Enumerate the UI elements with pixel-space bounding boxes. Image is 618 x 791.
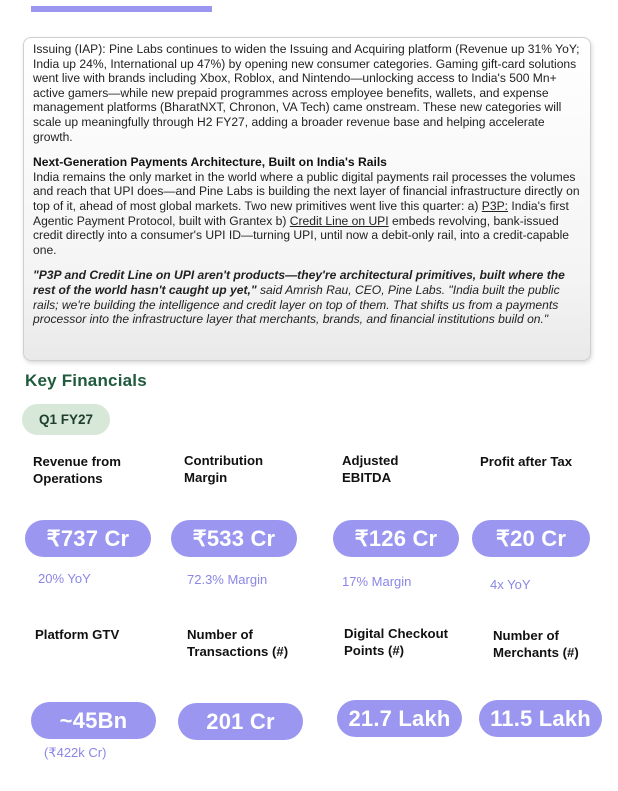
- quote-bold: "P3P and Credit Line on UPI aren't products—they're architectural primitives, built where the rest of the world hasn't caught up yet,": [33, 268, 565, 297]
- transactions-value: 201 Cr: [178, 703, 303, 740]
- pat-label: Profit after Tax: [480, 454, 573, 469]
- architecture-paragraph: [33, 170, 582, 258]
- transactions-label: Number of Transactions (#): [187, 627, 289, 659]
- architecture-text-2: India's first Agentic Payment Protocol, built with Grantex b): [33, 198, 569, 228]
- commentary-box: [23, 37, 591, 361]
- pat-value: ₹20 Cr: [472, 520, 590, 557]
- checkout-label: Digital Checkout Points (#): [344, 626, 449, 658]
- contribution-value: ₹533 Cr: [171, 520, 297, 557]
- merchants-value: 11.5 Lakh: [479, 700, 602, 737]
- revenue-label: Revenue from Operations: [33, 454, 121, 486]
- revenue-value: ₹737 Cr: [25, 520, 151, 557]
- quote-rest: said Amrish Rau, CEO, Pine Labs. "India built the public rails; we're building the intelligence and credit layer on top of them. That shifts us from a payments processor into the infrastructure layer that merchants, brands, and financial institutions build on.": [33, 282, 560, 327]
- gtv-label: Platform GTV: [35, 627, 120, 642]
- architecture-text-3: embeds revolving, bank-issued credit directly into a consumer's UPI ID—turning UPI, until now a debit-only rail, into a credit-capable one.: [33, 213, 570, 257]
- pat-sub: 4x YoY: [490, 577, 531, 592]
- key-financials-title: Key Financials: [25, 371, 147, 390]
- merchants-label: Number of Merchants (#): [493, 628, 579, 660]
- gtv-sub: (₹422k Cr): [44, 745, 107, 760]
- contribution-sub: 72.3% Margin: [187, 572, 268, 587]
- period-badge: Q1 FY27: [22, 404, 110, 435]
- ebitda-label: Adjusted EBITDA: [342, 453, 399, 485]
- architecture-heading: Next-Generation Payments Architecture, Built on India's Rails: [33, 155, 387, 170]
- ebitda-value: ₹126 Cr: [333, 520, 459, 557]
- gtv-value: ~45Bn: [31, 702, 156, 739]
- issuing-paragraph: Issuing (IAP): Pine Labs continues to widen the Issuing and Acquiring platform (Revenue up 31% YoY; India up 24%, International up 47%) by opening new consumer categories. Gaming gift-card solutions went live with brands including Xbox, Roblox, and Nintendo—unlocking access to India's 500 Mn+ active gamers—while new prepaid programmes across employee benefits, wallets, and expense management platforms (BharatNXT, Chronon, VA Tech) came onstream. These new categories will scale up meaningfully through H2 FY27, adding a broader revenue base and helping accelerate growth.: [33, 42, 580, 144]
- architecture-text-1: India remains the only market in the world where a public digital payments rail processes the volumes and reach that UPI does—and Pine Labs is building the next layer of financial infrastructure directly on top of it, ahead of most global markets. Two new primitives went live this quarter: a): [33, 169, 580, 213]
- ceo-quote: [33, 268, 582, 326]
- p3p-link[interactable]: P3P:: [481, 198, 509, 213]
- header-accent-bar: [31, 6, 212, 12]
- revenue-sub: 20% YoY: [38, 571, 91, 586]
- ebitda-sub: 17% Margin: [342, 574, 412, 589]
- contribution-label: Contribution Margin: [184, 453, 264, 485]
- credit-line-link[interactable]: Credit Line on UPI: [289, 213, 389, 228]
- checkout-value: 21.7 Lakh: [337, 700, 462, 737]
